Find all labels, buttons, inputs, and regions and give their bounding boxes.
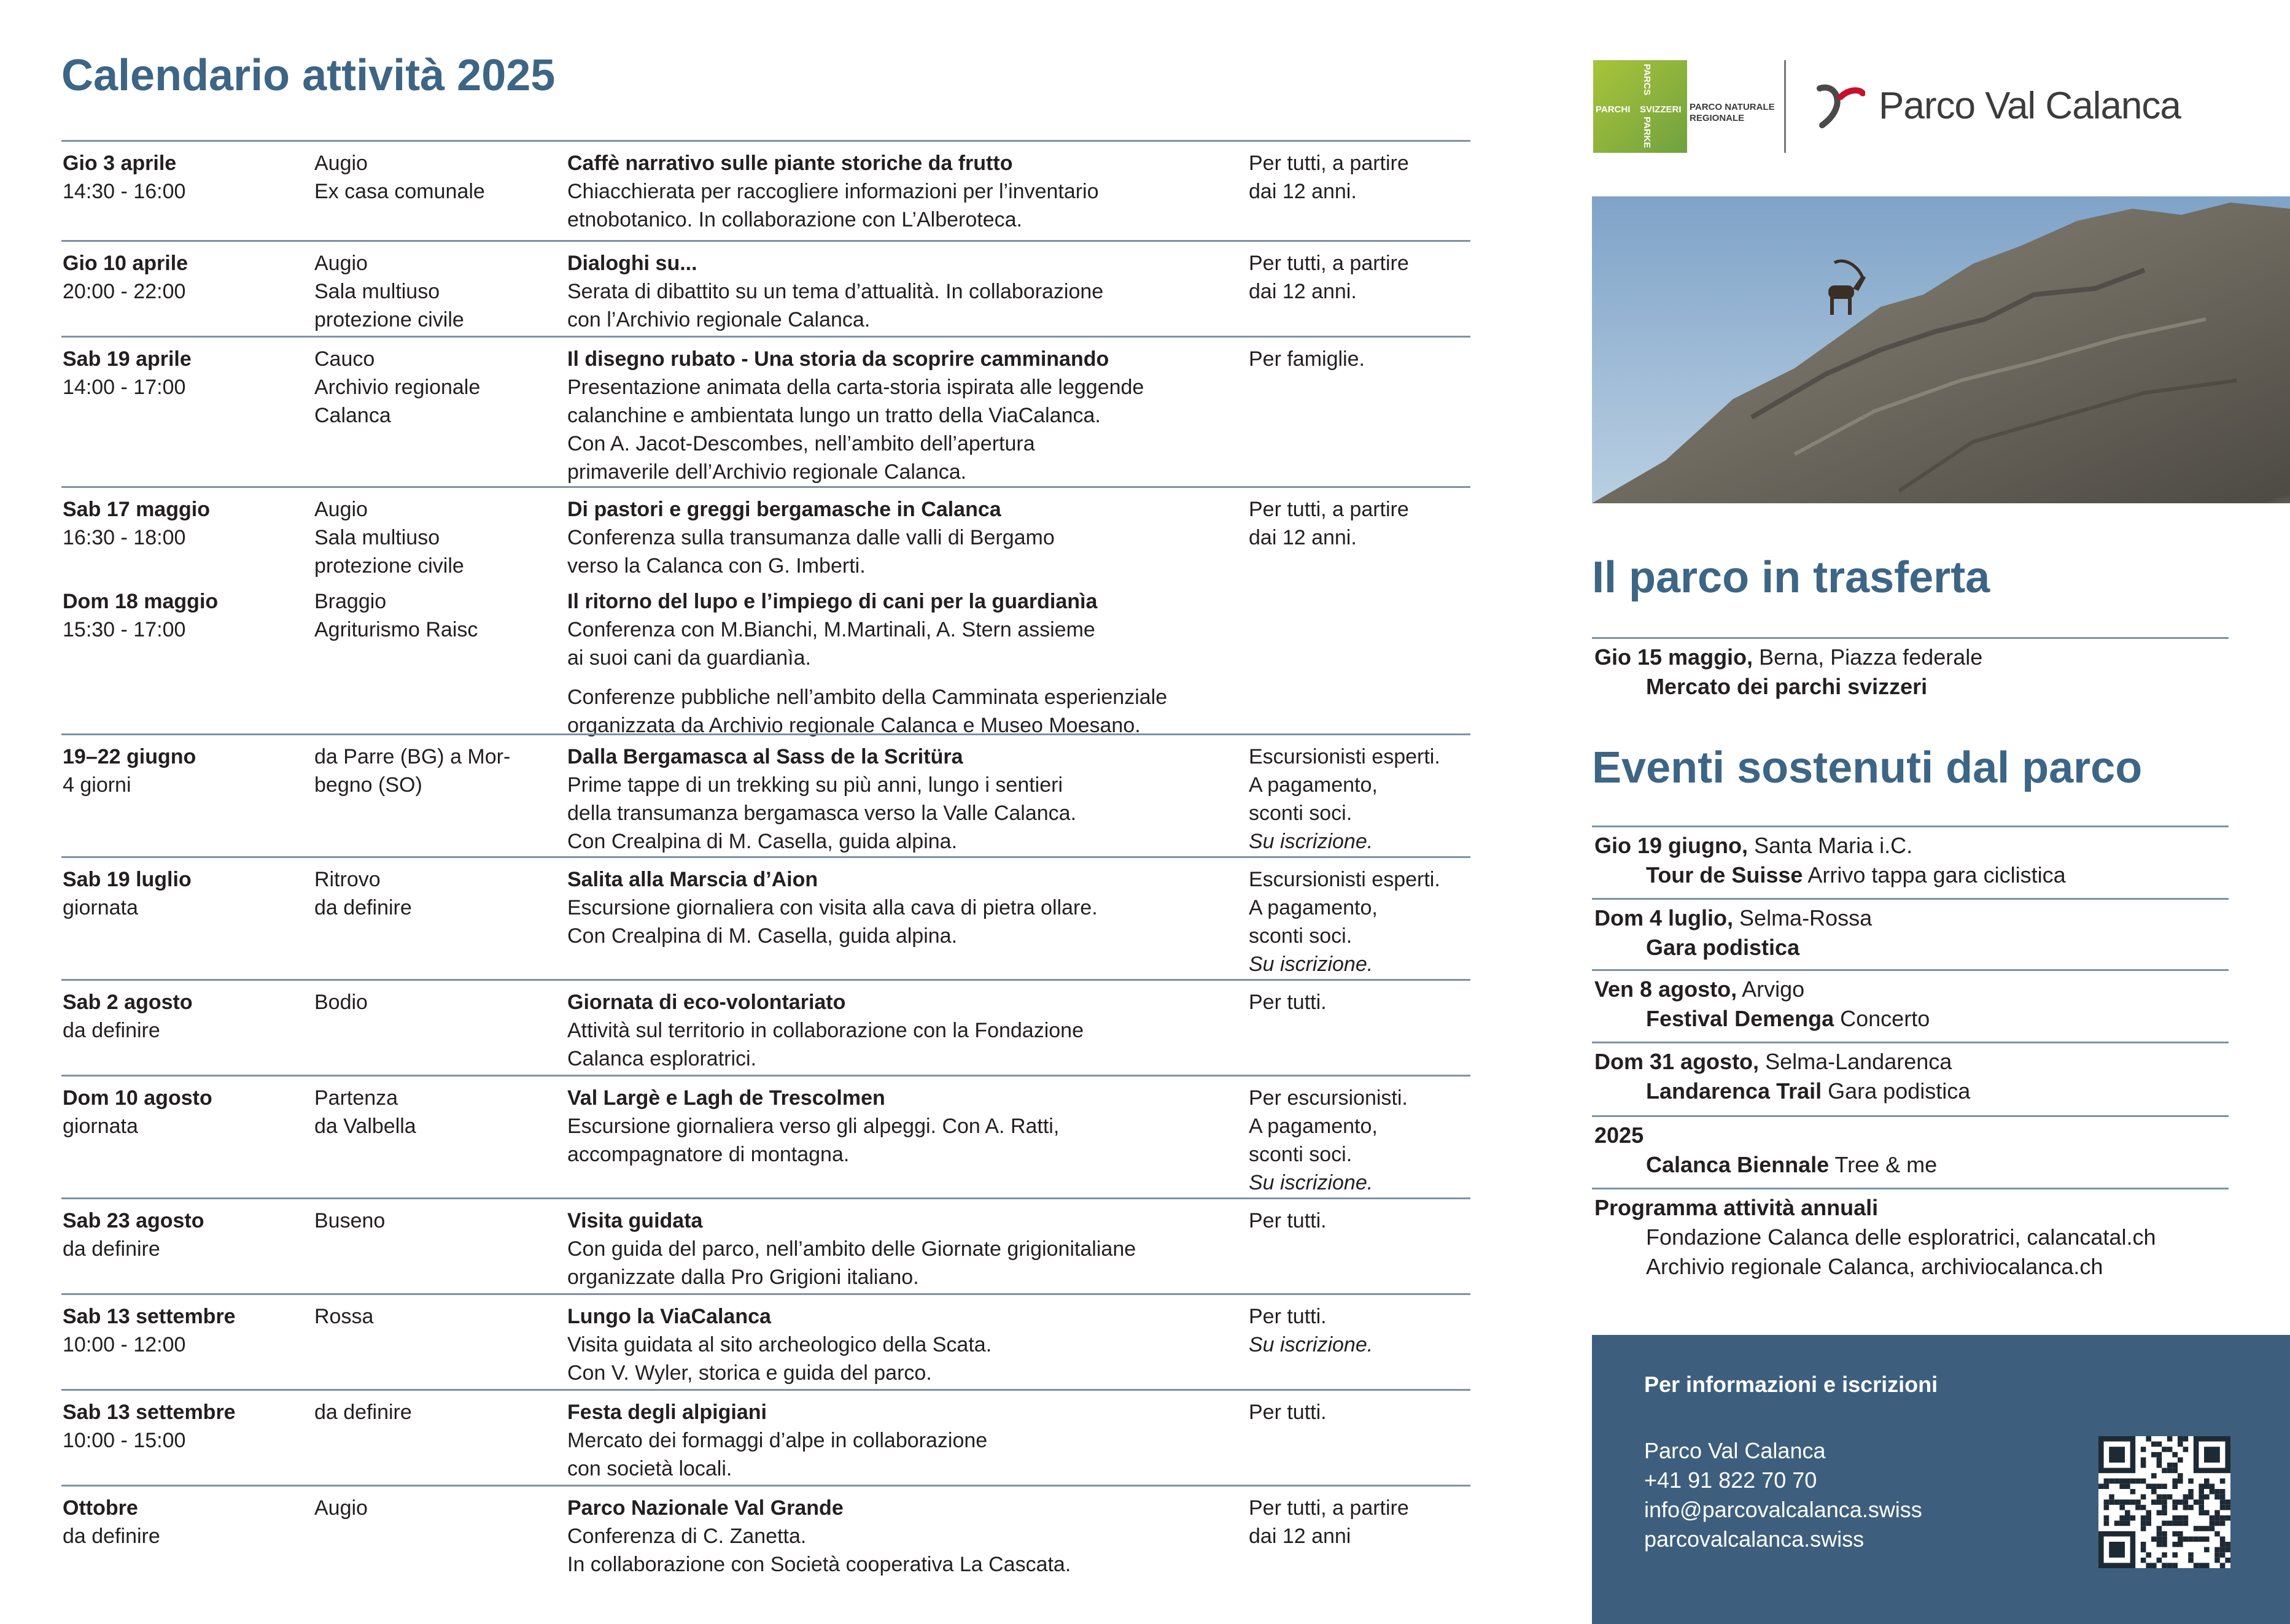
divider <box>1592 826 2229 827</box>
event-description: Dalla Bergamasca al Sass de la Scritüra Prime tappe di un trekking su più anni, lungo i sentieri della transumanza bergamasca verso la Valle Calanca. Con Crealpina di M. Casella, guida alpina. <box>567 743 1301 856</box>
ibex-photo <box>1592 196 2290 503</box>
event-audience: Per escursionisti. A pagamento, sconti soci. Su iscrizione. <box>1249 1084 1476 1197</box>
event-place: Braggio Agriturismo Raisc <box>314 590 478 641</box>
calendar-row <box>61 1293 1470 1389</box>
divider <box>1592 1188 2229 1189</box>
event-date: Sab 23 agosto da definire <box>63 1209 204 1261</box>
event-description: Giornata di eco-volontariato Attività sul territorio in collaborazione con la Fondazione Calanca esploratrici. <box>567 988 1301 1073</box>
event-place: da Parre (BG) a Mor- begno (SO) <box>314 745 511 797</box>
event-place: Ritrovo da definire <box>314 868 412 919</box>
calendar-row <box>61 1075 1470 1197</box>
event-place: Augio Ex casa comunale <box>314 152 485 203</box>
trasferta-title: Il parco in trasferta <box>1592 553 1990 602</box>
event-title: Festa degli alpigiani <box>567 1401 767 1424</box>
supported-event: Ven 8 agosto, Arvigo Festival Demenga Concerto <box>1594 976 1930 1031</box>
calendar-row <box>61 336 1470 486</box>
event-description: Parco Nazionale Val Grande Conferenza di C. Zanetta. In collaborazione con Società cooperativa La Cascata. <box>567 1494 1301 1579</box>
event-description: Il disegno rubato - Una storia da scoprire camminando Presentazione animata della carta-storia ispirata alle leggende calanchine e ambientata lungo un tratto della ViaCalanca. Con A. Jacot-Descombes, nell’ambito dell’apertura primaverile dell’Archivio regionale Calanca. <box>567 345 1301 486</box>
calendar-title: Calendario attività 2025 <box>61 51 556 100</box>
event-description: Salita alla Marscia d’Aion Escursione giornaliera con visita alla cava di pietra ollare. Con Crealpina di M. Casella, guida alpina. <box>567 865 1301 950</box>
event-audience: Escursionisti esperti. A pagamento, sconti soci. Su iscrizione. <box>1249 743 1476 856</box>
calendar-row <box>61 140 1470 240</box>
event-description: Caffè narrativo sulle piante storiche da frutto Chiacchierata per raccogliere informazioni per l’inventario etnobotanico. In collaborazione con L’Alberoteca. <box>567 149 1301 234</box>
event-date: Sab 17 maggio 16:30 - 18:00 <box>63 498 210 549</box>
event-date: Gio 3 aprile 14:30 - 16:00 <box>63 152 186 203</box>
event-description: Il ritorno del lupo e l’impiego di cani per la guardianìa Conferenza con M.Bianchi, M.Martinali, A. Stern assieme ai suoi cani da guardianìa. Conferenze pubbliche nell’ambito della Camminata esperienziale organizzata da Archivio regionale Calanca e Museo Moesano. <box>567 587 1301 740</box>
registration-note: Su iscrizione. <box>1249 1333 1373 1356</box>
event-date: Ottobre da definire <box>63 1496 160 1548</box>
event-place: Augio Sala multiuso protezione civile <box>314 498 464 578</box>
event-title: Visita guidata <box>567 1209 703 1232</box>
trasferta-item: Gio 15 maggio, Berna, Piazza federale Mercato dei parchi svizzeri <box>1594 644 1983 699</box>
brand-name: Parco Val Calanca <box>1879 84 2181 127</box>
info-heading: Per informazioni e iscrizioni <box>1644 1372 1938 1397</box>
event-description: Festa degli alpigiani Mercato dei formaggi d’alpe in collaborazione con società locali. <box>567 1398 1301 1483</box>
contact-lines <box>1644 1436 1922 1554</box>
supported-event: Dom 31 agosto, Selma-Landarenca Landarenca Trail Gara podistica <box>1594 1049 1971 1104</box>
supported-event: Dom 4 luglio, Selma-Rossa Gara podistica <box>1594 905 1873 960</box>
event-audience: Per tutti. Su iscrizione. <box>1249 1302 1476 1359</box>
event-date: Dom 18 maggio 15:30 - 17:00 <box>63 590 219 641</box>
event-audience: Per tutti. <box>1249 991 1327 1014</box>
event-place: Partenza da Valbella <box>314 1086 416 1138</box>
calendar-row <box>61 580 1470 737</box>
calendar-row <box>61 1389 1470 1485</box>
event-description: Lungo la ViaCalanca Visita guidata al sito archeologico della Scata. Con V. Wyler, storica e guida del parco. <box>567 1302 1301 1387</box>
event-place: Augio Sala multiuso protezione civile <box>314 252 464 331</box>
event-audience: Per tutti, a partire dai 12 anni. <box>1249 252 1409 303</box>
divider <box>1592 637 2229 639</box>
event-title: Salita alla Marscia d’Aion <box>567 868 818 891</box>
supported-event: Gio 19 giugno, Santa Maria i.C. Tour de Suisse Arrivo tappa gara ciclistica <box>1594 833 2066 887</box>
event-date: Sab 13 settembre 10:00 - 12:00 <box>63 1305 236 1356</box>
event-date: Sab 2 agosto da definire <box>63 991 193 1042</box>
divider <box>1592 1115 2229 1117</box>
calendar-table <box>61 140 1470 1585</box>
registration-note: Su iscrizione. <box>1249 953 1373 976</box>
supported-event: 2025 Calanca Biennale Tree & me <box>1594 1123 1938 1177</box>
event-title: Val Largè e Lagh de Trescolmen <box>567 1086 885 1110</box>
brand-logo <box>1816 81 2181 130</box>
event-audience: Per tutti, a partire dai 12 anni. <box>1249 498 1409 549</box>
info-box <box>1592 1335 2290 1624</box>
event-title: Il disegno rubato - Una storia da scoprire camminando <box>567 347 1109 371</box>
calendar-row <box>61 856 1470 979</box>
event-title: Lungo la ViaCalanca <box>567 1305 771 1328</box>
divider <box>1592 898 2229 900</box>
event-title: Giornata di eco-volontariato <box>567 991 846 1014</box>
event-place: Buseno <box>314 1209 386 1232</box>
event-title: Dalla Bergamasca al Sass de la Scritüra <box>567 745 963 768</box>
event-title: Caffè narrativo sulle piante storiche da frutto <box>567 152 1013 175</box>
contact-phone[interactable]: +41 91 822 70 70 <box>1644 1467 1817 1493</box>
calendar-row <box>61 733 1470 856</box>
event-description: Di pastori e greggi bergamasche in Calanca Conferenza sulla transumanza dalle valli di Bergamo verso la Calanca con G. Imberti. <box>567 495 1301 580</box>
event-date: Dom 10 agosto giornata <box>63 1086 212 1138</box>
swiss-parks-logo-subtitle: PARCO NATURALE REGIONALE <box>1690 102 1775 123</box>
calendar-row <box>61 979 1470 1075</box>
event-audience: Per famiglie. <box>1249 347 1365 371</box>
event-description: Val Largè e Lagh de Trescolmen Escursione giornaliera verso gli alpeggi. Con A. Ratti, accompagnatore di montagna. <box>567 1084 1301 1169</box>
event-place: Augio <box>314 1496 368 1520</box>
annual-programme: Programma attività annuali Fondazione Calanca delle esploratrici, calancatal.ch Archivio regionale Calanca, archiviocalanca.ch <box>1594 1195 2156 1279</box>
contact-email[interactable]: info@parcovalcalanca.swiss <box>1644 1497 1922 1522</box>
event-title: Di pastori e greggi bergamasche in Calanca <box>567 498 1001 521</box>
event-date: Sab 13 settembre 10:00 - 15:00 <box>63 1401 236 1452</box>
calendar-row <box>61 1197 1470 1293</box>
event-description: Dialoghi su... Serata di dibattito su un tema d’attualità. In collaborazione con l’Archivio regionale Calanca. <box>567 249 1301 334</box>
qr-code-icon[interactable] <box>2098 1436 2230 1568</box>
contact-name: Parco Val Calanca <box>1644 1438 1826 1463</box>
event-title: Il ritorno del lupo e l’impiego di cani per la guardianìa <box>567 590 1098 613</box>
event-place: Bodio <box>314 991 368 1014</box>
event-title: Dialoghi su... <box>567 252 697 275</box>
event-title: Parco Nazionale Val Grande <box>567 1496 844 1520</box>
event-audience: Per tutti, a partire dai 12 anni <box>1249 1496 1409 1548</box>
event-place: Rossa <box>314 1305 374 1328</box>
divider <box>1592 969 2229 971</box>
event-audience: Per tutti, a partire dai 12 anni. <box>1249 152 1409 203</box>
event-place: Cauco Archivio regionale Calanca <box>314 347 481 427</box>
calendar-row <box>61 240 1470 336</box>
event-date: Gio 10 aprile 20:00 - 22:00 <box>63 252 188 303</box>
event-audience: Per tutti. <box>1249 1401 1327 1424</box>
event-date: Sab 19 luglio giornata <box>63 868 192 919</box>
calendar-row <box>61 486 1470 580</box>
event-description: Visita guidata Con guida del parco, nell’ambito delle Giornate grigionitaliane organizzate dalla Pro Grigioni italiano. <box>567 1207 1301 1291</box>
event-audience: Escursionisti esperti. A pagamento, sconti soci. Su iscrizione. <box>1249 865 1476 978</box>
event-place: da definire <box>314 1401 412 1424</box>
eventi-title: Eventi sostenuti dal parco <box>1592 743 2143 792</box>
event-date: Sab 19 aprile 14:00 - 17:00 <box>63 347 192 399</box>
event-date: 19–22 giugno 4 giorni <box>63 745 196 797</box>
registration-note: Su iscrizione. <box>1249 830 1373 853</box>
calendar-row <box>61 1485 1470 1585</box>
event-audience: Per tutti. <box>1249 1209 1327 1232</box>
divider <box>1592 1042 2229 1043</box>
registration-note: Su iscrizione. <box>1249 1171 1373 1194</box>
contact-website[interactable]: parcovalcalanca.swiss <box>1644 1526 1865 1552</box>
swiss-parks-logo: PARCHI SVIZZERI PARCS PARKE <box>1593 60 1687 153</box>
logo-divider <box>1784 60 1786 153</box>
calanca-mark-icon <box>1816 81 1865 130</box>
